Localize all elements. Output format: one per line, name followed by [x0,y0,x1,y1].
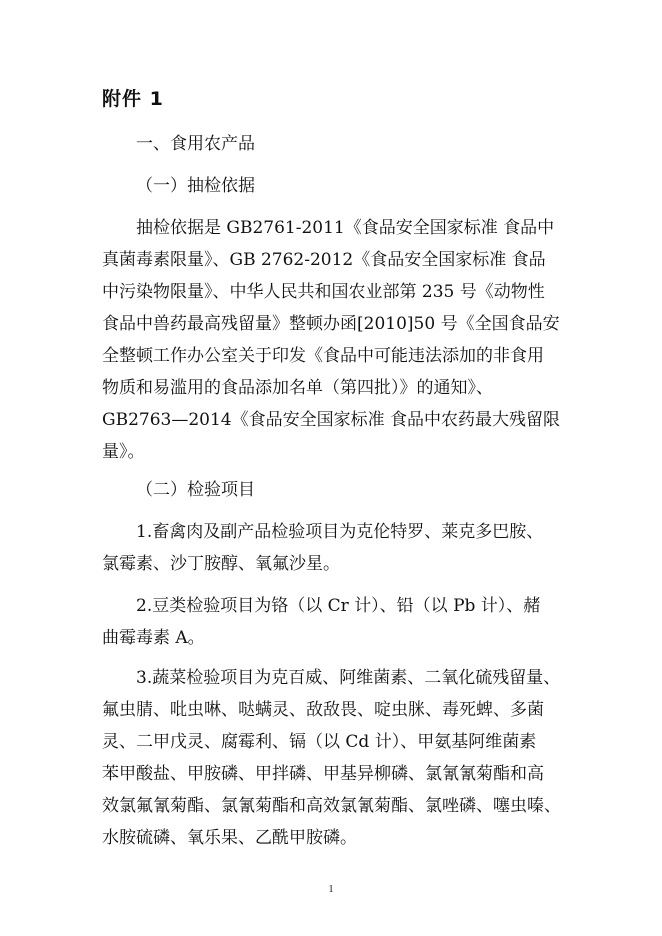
item-line: 苯甲酸盐、甲胺磷、甲拌磷、甲基异柳磷、氯氰氰菊酯和高 [102,764,544,784]
item-line: 曲霉毒素 A。 [102,628,205,648]
paragraph-line: 全整顿工作办公室关于印发《食品中可能违法添加的非食用 [102,346,544,366]
subsection-heading-basis: （一）抽检依据 [136,176,255,196]
paragraph-line: 抽检依据是 GB2761-2011《食品安全国家标准 食品中 [136,218,555,238]
section-heading-food-products: 一、食用农产品 [136,134,255,154]
item-line: 1.畜禽肉及副产品检验项目为克伦特罗、莱克多巴胺、 [136,522,544,542]
subsection-heading-items: （二）检验项目 [136,480,255,500]
item-line: 3.蔬菜检验项目为克百威、阿维菌素、二氧化硫残留量、 [136,668,561,688]
attachment-title: 附件 1 [102,88,164,110]
item-line: 2.豆类检验项目为铬（以 Cr 计）、铅（以 Pb 计）、赭 [136,596,541,616]
item-line: 效氯氟氰菊酯、氯氰菊酯和高效氯氰菊酯、氯唑磷、噻虫嗪、 [102,796,561,816]
paragraph-line: 量》。 [102,442,145,462]
page-number: 1 [328,884,334,895]
paragraph-line: 物质和易滥用的食品添加名单（第四批）》的通知》、 [102,378,493,398]
paragraph-line: 真菌毒素限量》、GB 2762-2012《食品安全国家标准 食品 [102,250,546,270]
paragraph-line: GB2763—2014《食品安全国家标准 食品中农药最大残留限 [102,410,561,430]
paragraph-line: 食品中兽药最高残留量》整顿办函[2010]50 号《全国食品安 [102,314,560,334]
item-line: 氯霉素、沙丁胺醇、氧氟沙星。 [102,554,340,574]
item-line: 灵、二甲戊灵、腐霉利、镉（以 Cd 计）、甲氨基阿维菌素 [102,732,537,752]
item-line: 氟虫腈、吡虫啉、哒螨灵、敌敌畏、啶虫脒、毒死蜱、多菌 [102,700,544,720]
item-line: 水胺硫磷、氧乐果、乙酰甲胺磷。 [102,828,357,848]
paragraph-line: 中污染物限量》、中华人民共和国农业部第 235 号《动物性 [102,282,545,302]
